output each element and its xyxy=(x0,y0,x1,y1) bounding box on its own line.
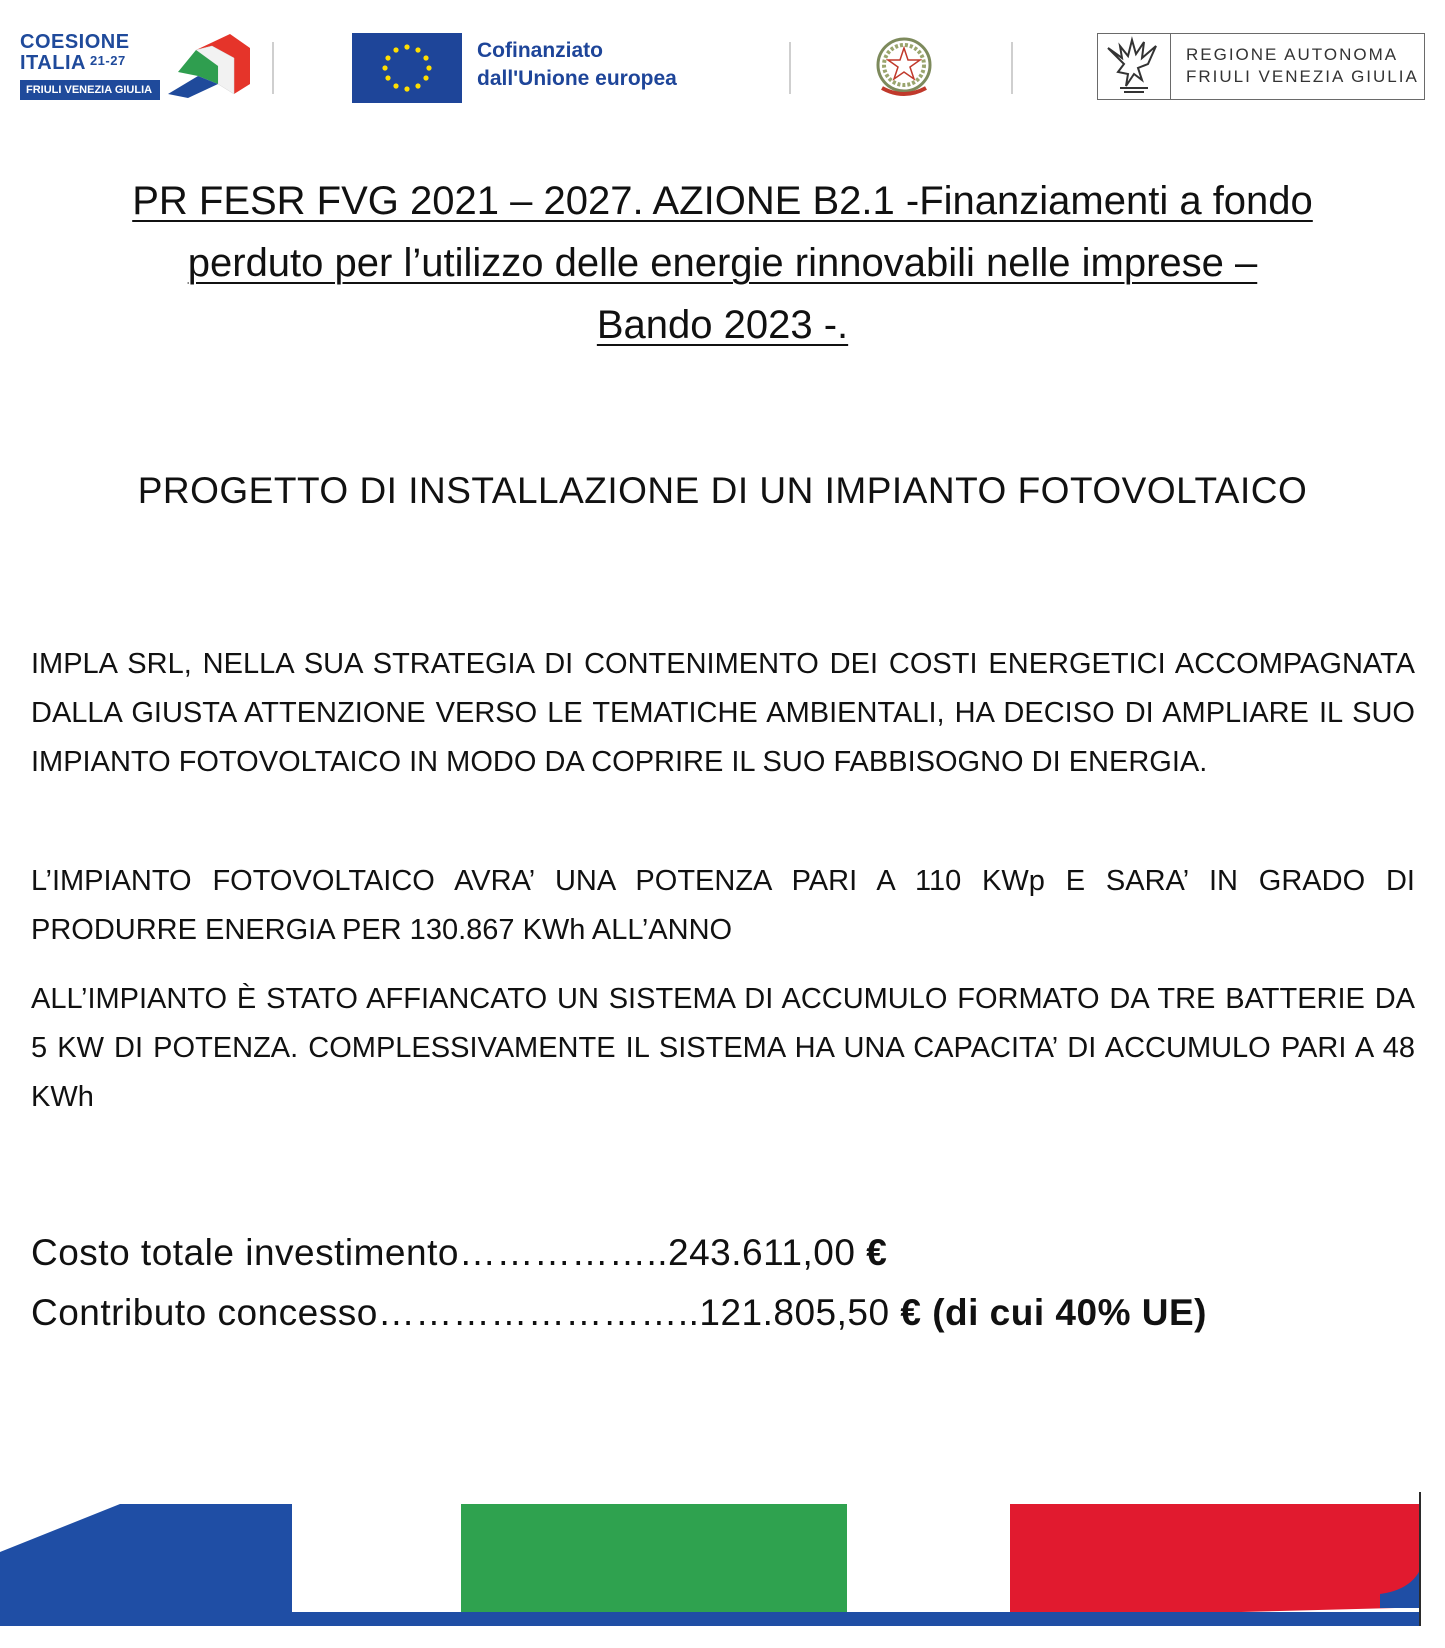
coesione-mark-icon xyxy=(168,32,250,102)
eu-text-line1: Cofinanziato xyxy=(477,39,603,62)
coesione-logo-region: FRIULI VENEZIA GIULIA xyxy=(20,80,160,100)
contribution-label: Contributo concesso xyxy=(31,1292,378,1333)
eu-stars-icon xyxy=(352,33,462,103)
fvg-eagle-box xyxy=(1098,34,1171,99)
italian-republic-emblem-icon xyxy=(868,32,940,104)
contribution-value: 121.805,50 xyxy=(699,1292,890,1333)
header-divider xyxy=(272,42,274,94)
contribution-currency: € xyxy=(900,1292,922,1333)
total-cost-value: 243.611,00 xyxy=(668,1232,856,1273)
document-title xyxy=(40,170,1405,356)
coesione-logo-line2: ITALIA $^{21-27}$ xyxy=(20,52,126,74)
project-heading: PROGETTO DI INSTALLAZIONE DI UN IMPIANTO FOTOVOLTAICO xyxy=(137,470,1308,511)
paragraph-strategy: IMPLA SRL, NELLA SUA STRATEGIA DI CONTENIMENTO DEI COSTI ENERGETICI ACCOMPAGNATA DALLA GIUSTA ATTENZIONE VERSO LE TEMATICHE AMBIENTALI, HA DECISO DI AMPLIARE IL SUO IMPIANTO FOTOVOLTAICO IN MODO DA COPRIRE IL SUO FABBISOGNO DI ENERGIA. xyxy=(31,648,1415,778)
fvg-text-line2: FRIULI VENEZIA GIULIA xyxy=(1186,67,1419,86)
paragraph-storage: ALL’IMPIANTO È STATO AFFIANCATO UN SISTEMA DI ACCUMULO FORMATO DA TRE BATTERIE DA 5 KW DI POTENZA. COMPLESSIVAMENTE IL SISTEMA HA UNA CAPACITA’ DI ACCUMULO PARI A 48 KWh xyxy=(31,983,1415,1113)
paragraph-power: L’IMPIANTO FOTOVOLTAICO AVRA’ UNA POTENZA PARI A 110 KWp E SARA’ IN GRADO DI PRODURRE ENERGIA PER 130.867 KWh ALL’ANNO xyxy=(31,865,1415,946)
contribution-line xyxy=(31,1283,1207,1343)
footer-blue-band xyxy=(0,1504,292,1618)
footer-green-band xyxy=(461,1504,847,1618)
total-cost-dots: …………….. xyxy=(458,1232,668,1273)
contribution-note: (di cui 40% UE) xyxy=(932,1292,1207,1333)
fvg-text-line1: REGIONE AUTONOMA xyxy=(1186,45,1399,64)
coesione-italia-logo xyxy=(18,32,248,102)
coesione-logo-years: 21-27 xyxy=(89,53,126,68)
contribution-dots: …………………….. xyxy=(377,1292,700,1333)
title-line-2: perduto per l’utilizzo delle energie rinnovabili nelle imprese – xyxy=(187,241,1258,285)
fvg-text xyxy=(1186,44,1419,88)
total-cost-currency: € xyxy=(866,1232,888,1273)
footer-red-band xyxy=(1010,1504,1420,1618)
footer-blue-strip xyxy=(0,1612,1420,1626)
header-divider xyxy=(789,42,791,94)
eu-text-line2: dall'Unione europea xyxy=(477,67,677,90)
eagle-icon xyxy=(1098,34,1170,98)
header-divider xyxy=(1011,42,1013,94)
footer-flag-banner xyxy=(0,1490,1445,1648)
total-cost-label: Costo totale investimento xyxy=(31,1232,459,1273)
eu-flag-logo xyxy=(352,33,462,103)
total-cost-line xyxy=(31,1223,887,1283)
coesione-logo-line1: COESIONE xyxy=(20,31,130,53)
regione-fvg-logo xyxy=(1097,33,1425,100)
eu-cofinanced-text xyxy=(477,37,677,93)
title-line-3: Bando 2023 -. xyxy=(596,303,849,347)
title-line-1: PR FESR FVG 2021 – 2027. AZIONE B2.1 -Finanziamenti a fondo xyxy=(132,179,1313,223)
